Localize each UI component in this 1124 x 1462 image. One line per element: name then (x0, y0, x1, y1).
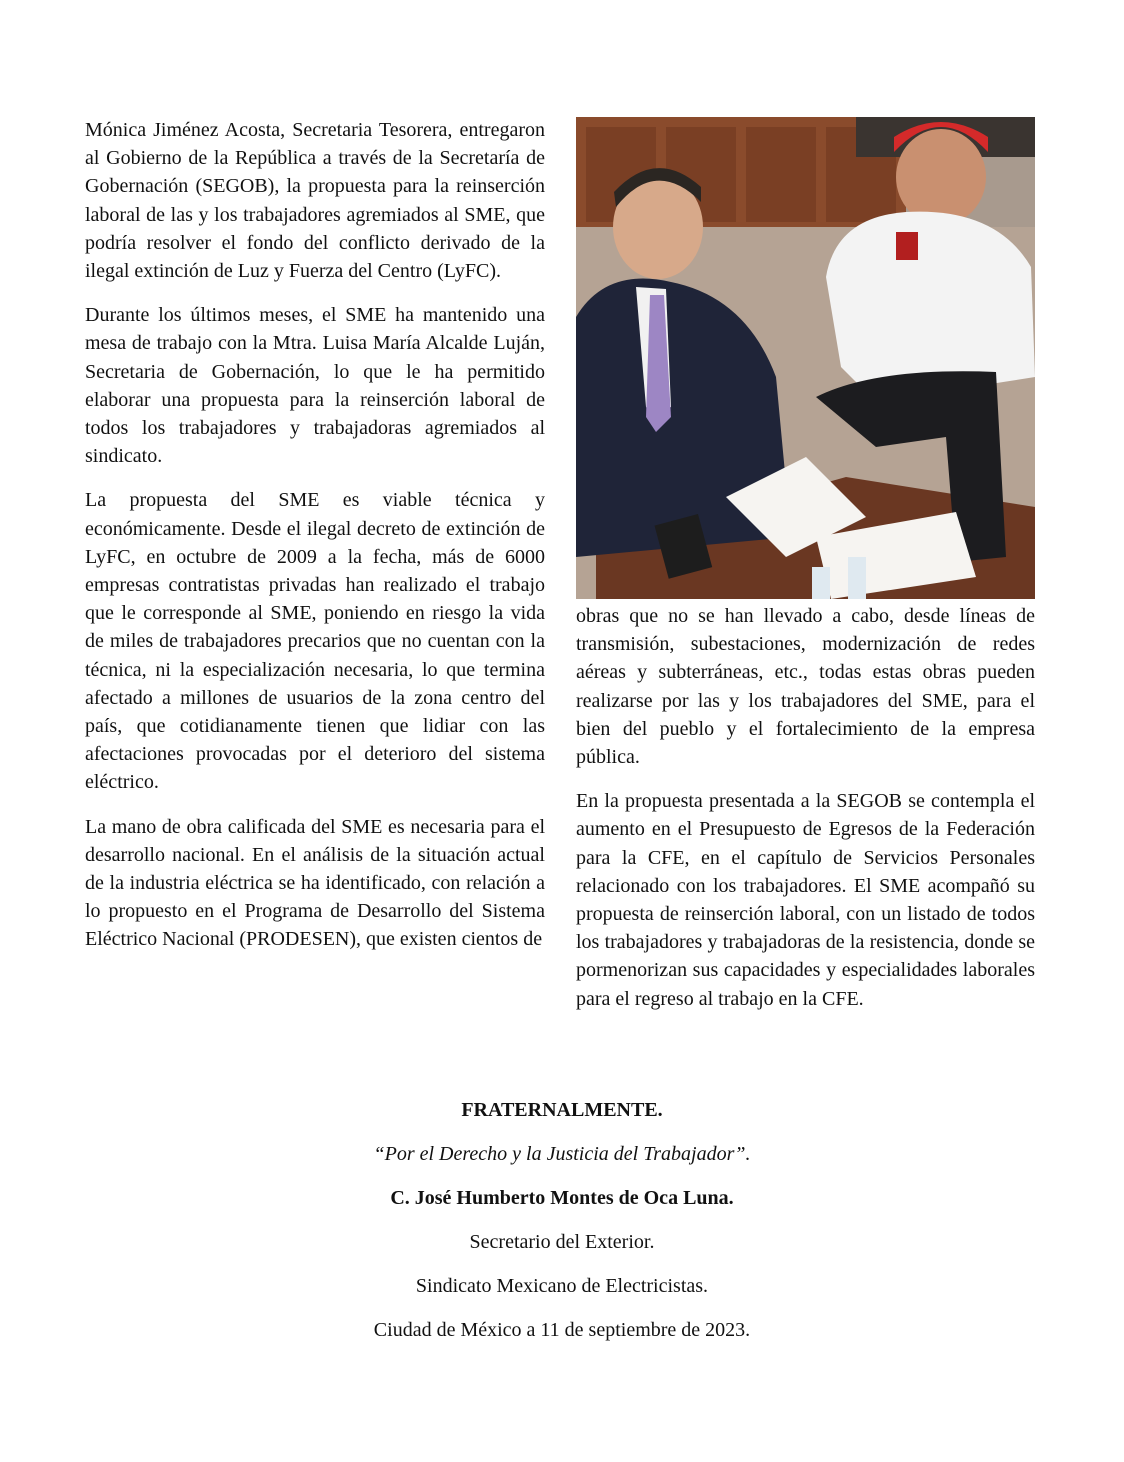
organization-name: Sindicato Mexicano de Electricistas. (415, 1275, 709, 1297)
right-column (576, 602, 1035, 1029)
paragraph: obras que no se han llevado a cabo, desde líneas de transmisión, subestaciones, modernización de redes aéreas y subterráneas, etc., todas estas obras pueden realizarse por las y los trabajadores del SME, para el bien del pueblo y el fortalecimiento de la empresa pública. (576, 605, 1035, 769)
left-column (85, 116, 545, 970)
meeting-photo (576, 117, 1035, 599)
paragraph: La propuesta del SME es viable técnica y económicamente. Desde el ilegal decreto de extinción de LyFC, en octubre de 2009 a la fecha, más de 6000 empresas contratistas privadas han realizado el trabajo que le corresponde al SME, poniendo en riesgo la vida de miles de trabajadores precarios que no cuentan con la técnica, ni la especialización necesaria, lo que termina afectado a millones de usuarios de la zona centro del país, que cotidianamente tienen que lidiar con las afectaciones provocadas por el deterioro del sistema eléctrico. (85, 489, 545, 794)
closing-motto: “Por el Derecho y la Justicia del Trabajador”. (373, 1143, 751, 1165)
closing-title: FRATERNALMENTE. (461, 1099, 663, 1121)
paragraph: La mano de obra calificada del SME es necesaria para el desarrollo nacional. En el análisis de la situación actual de la industria eléctrica se ha identificado, con relación a lo propuesto en el Programa de Desarrollo del Sistema Eléctrico Nacional (PRODESEN), que existen cientos de (85, 815, 545, 951)
closing-signature (0, 1096, 1124, 1344)
signer-role: Secretario del Exterior. (469, 1231, 655, 1253)
document-date: Ciudad de México a 11 de septiembre de 2023. (373, 1319, 751, 1341)
paragraph: En la propuesta presentada a la SEGOB se contempla el aumento en el Presupuesto de Egresos de la Federación para la CFE, en el capítulo de Servicios Personales relacionado con los trabajadores. El SME acompañó su propuesta de reinserción laboral, con un listado de todos los trabajadores y trabajadoras de la resistencia, donde se pormenorizan sus capacidades y especialidades laborales para el regreso al trabajo en la CFE. (576, 790, 1035, 1010)
meeting-photo-illustration (576, 117, 1035, 599)
paragraph: Mónica Jiménez Acosta, Secretaria Tesorera, entregaron al Gobierno de la República a través de la Secretaría de Gobernación (SEGOB), la propuesta para la reinserción laboral de las y los trabajadores agremiados al SME, que podría resolver el fondo del conflicto derivado de la ilegal extinción de Luz y Fuerza del Centro (LyFC). (85, 119, 545, 283)
signer-name: C. José Humberto Montes de Oca Luna. (390, 1187, 734, 1209)
paragraph: Durante los últimos meses, el SME ha mantenido una mesa de trabajo con la Mtra. Luisa María Alcalde Luján, Secretaria de Gobernación, lo que le ha permitido elaborar una propuesta para la reinserción laboral de todos los trabajadores y trabajadoras agremiados al sindicato. (85, 304, 545, 468)
